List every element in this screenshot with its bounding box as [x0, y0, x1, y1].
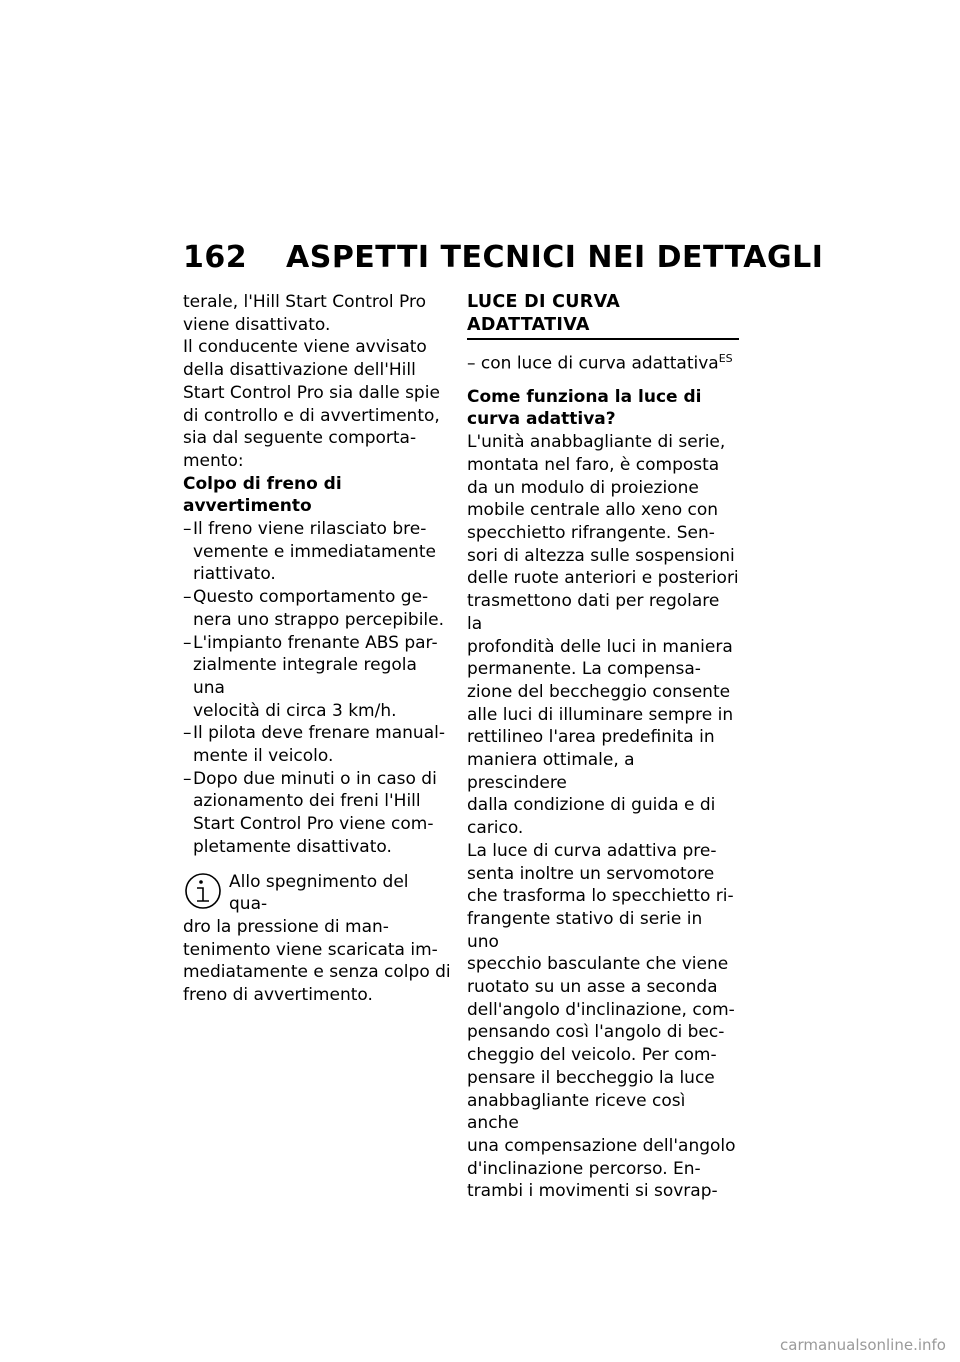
left-column: [183, 291, 451, 1007]
text-line: azionamento dei freni l'Hill: [193, 791, 421, 812]
text-line: viene disattivato.: [183, 314, 331, 335]
text-line: da un modulo di proiezione: [467, 477, 699, 498]
text-line: specchio basculante che viene: [467, 954, 729, 975]
text-line: frangente stativo di serie in uno: [467, 908, 703, 952]
text-line: montata nel faro, è composta: [467, 454, 720, 475]
list-item: [183, 632, 451, 723]
text-line: pensare il beccheggio la luce: [467, 1067, 715, 1088]
text-line: mente il veicolo.: [193, 746, 334, 767]
warning-paragraph: [183, 336, 451, 472]
text-line: Start Control Pro sia dalle spie: [183, 382, 440, 403]
text-line: riattivato.: [193, 564, 276, 585]
text-line: Start Control Pro viene com-: [193, 814, 434, 835]
list-item: [183, 518, 451, 586]
text-line: tenimento viene scaricata im-: [183, 939, 438, 960]
text-line: dalla condizione di guida e di: [467, 795, 716, 816]
page-number: 162: [183, 240, 248, 275]
text-line: Il conducente viene avvisato: [183, 337, 427, 358]
text-line: nera uno strappo percepibile.: [193, 609, 444, 630]
dash-bullet: –: [183, 632, 192, 653]
text-line: vemente e immediatamente: [193, 541, 436, 562]
list-item: [183, 768, 451, 859]
text-line: senta inoltre un servomotore: [467, 863, 715, 884]
variant-text: con luce di curva adattativa: [480, 354, 719, 375]
text-line: specchietto rifrangente. Sen-: [467, 522, 715, 543]
list-item: [183, 586, 451, 631]
dash-bullet: –: [183, 723, 192, 744]
text-line: dell'angolo d'inclinazione, com-: [467, 999, 735, 1020]
dash-bullet: –: [183, 768, 192, 789]
heading-line: Colpo di freno di: [183, 473, 342, 494]
list-item: [183, 722, 451, 767]
heading-line: curva adattiva?: [467, 409, 616, 430]
text-line: di controllo e di avvertimento,: [183, 405, 440, 426]
text-line: d'inclinazione percorso. En-: [467, 1158, 701, 1179]
text-line: alle luci di illuminare sempre in: [467, 704, 734, 725]
right-column: [467, 291, 739, 1203]
text-line: della disattivazione dell'Hill: [183, 360, 416, 381]
text-line: delle ruote anteriori e posteriori: [467, 568, 739, 589]
adaptive-light-paragraph-1: [467, 431, 739, 840]
text-line: zione del beccheggio consente: [467, 681, 731, 702]
text-line: trambi i movimenti si sovrap-: [467, 1181, 718, 1202]
text-line: pletamente disattivato.: [193, 836, 392, 857]
watermark: carmanualsonline.info: [780, 1336, 946, 1354]
section-title: LUCE DI CURVA ADATTATIVA: [467, 291, 739, 340]
text-line: Il freno viene rilasciato bre-: [193, 519, 427, 540]
variant-code: ES: [718, 352, 733, 366]
variant-note: [467, 348, 739, 375]
text-line: profondità delle luci in maniera: [467, 636, 733, 657]
text-line: Dopo due minuti o in caso di: [193, 768, 437, 789]
text-line: Questo comportamento ge-: [193, 587, 429, 608]
page-title: ASPETTI TECNICI NEI DETTAGLI: [286, 240, 824, 275]
brake-jolt-heading: [183, 473, 451, 518]
heading-line: avvertimento: [183, 496, 312, 517]
text-line: trasmettono dati per regolare la: [467, 591, 720, 634]
dash-bullet: –: [183, 587, 192, 608]
text-line: zialmente integrale regola una: [193, 655, 417, 698]
text-line: L'unità anabbagliante di serie,: [467, 432, 726, 453]
text-line: che trasforma lo specchietto ri-: [467, 886, 734, 907]
text-line: dro la pressione di man-: [183, 916, 389, 937]
text-line: velocità di circa 3 km/h.: [193, 700, 397, 721]
text-line: L'impianto frenante ABS par-: [193, 632, 438, 653]
text-line: ruotato su un asse a seconda: [467, 977, 718, 998]
page-header: [183, 240, 823, 280]
text-line: freno di avvertimento.: [183, 985, 373, 1006]
text-line: cheggio del veicolo. Per com-: [467, 1045, 717, 1066]
text-line: Il pilota deve frenare manual-: [193, 723, 445, 744]
text-line: una compensazione dell'angolo: [467, 1135, 736, 1156]
brake-jolt-list: [183, 518, 451, 859]
text-line: rettilineo l'area predefinita in: [467, 727, 715, 748]
text-line: permanente. La compensa-: [467, 659, 701, 680]
text-line: mento:: [183, 450, 244, 471]
text-line: maniera ottimale, a prescindere: [467, 750, 635, 793]
intro-paragraph: [183, 291, 451, 336]
text-line: La luce di curva adattiva pre-: [467, 840, 717, 861]
text-line: Allo spegnimento del qua-: [229, 871, 409, 915]
dash-bullet: –: [467, 354, 476, 375]
heading-line: Come funziona la luce di: [467, 386, 702, 407]
text-line: carico.: [467, 818, 524, 839]
text-line: mobile centrale allo xeno con: [467, 500, 719, 521]
text-line: pensando così l'angolo di bec-: [467, 1022, 725, 1043]
adaptive-light-paragraph-2: [467, 840, 739, 1203]
text-line: anabbagliante riceve così anche: [467, 1090, 686, 1134]
info-icon: [183, 871, 223, 911]
text-line: sia dal seguente comporta-: [183, 428, 417, 449]
adaptive-light-heading: [467, 386, 739, 431]
text-line: terale, l'Hill Start Control Pro: [183, 292, 427, 312]
text-line: sori di altezza sulle sospensioni: [467, 545, 735, 566]
info-note: [183, 871, 451, 1007]
dash-bullet: –: [183, 519, 192, 540]
text-line: mediatamente e senza colpo di: [183, 962, 451, 983]
